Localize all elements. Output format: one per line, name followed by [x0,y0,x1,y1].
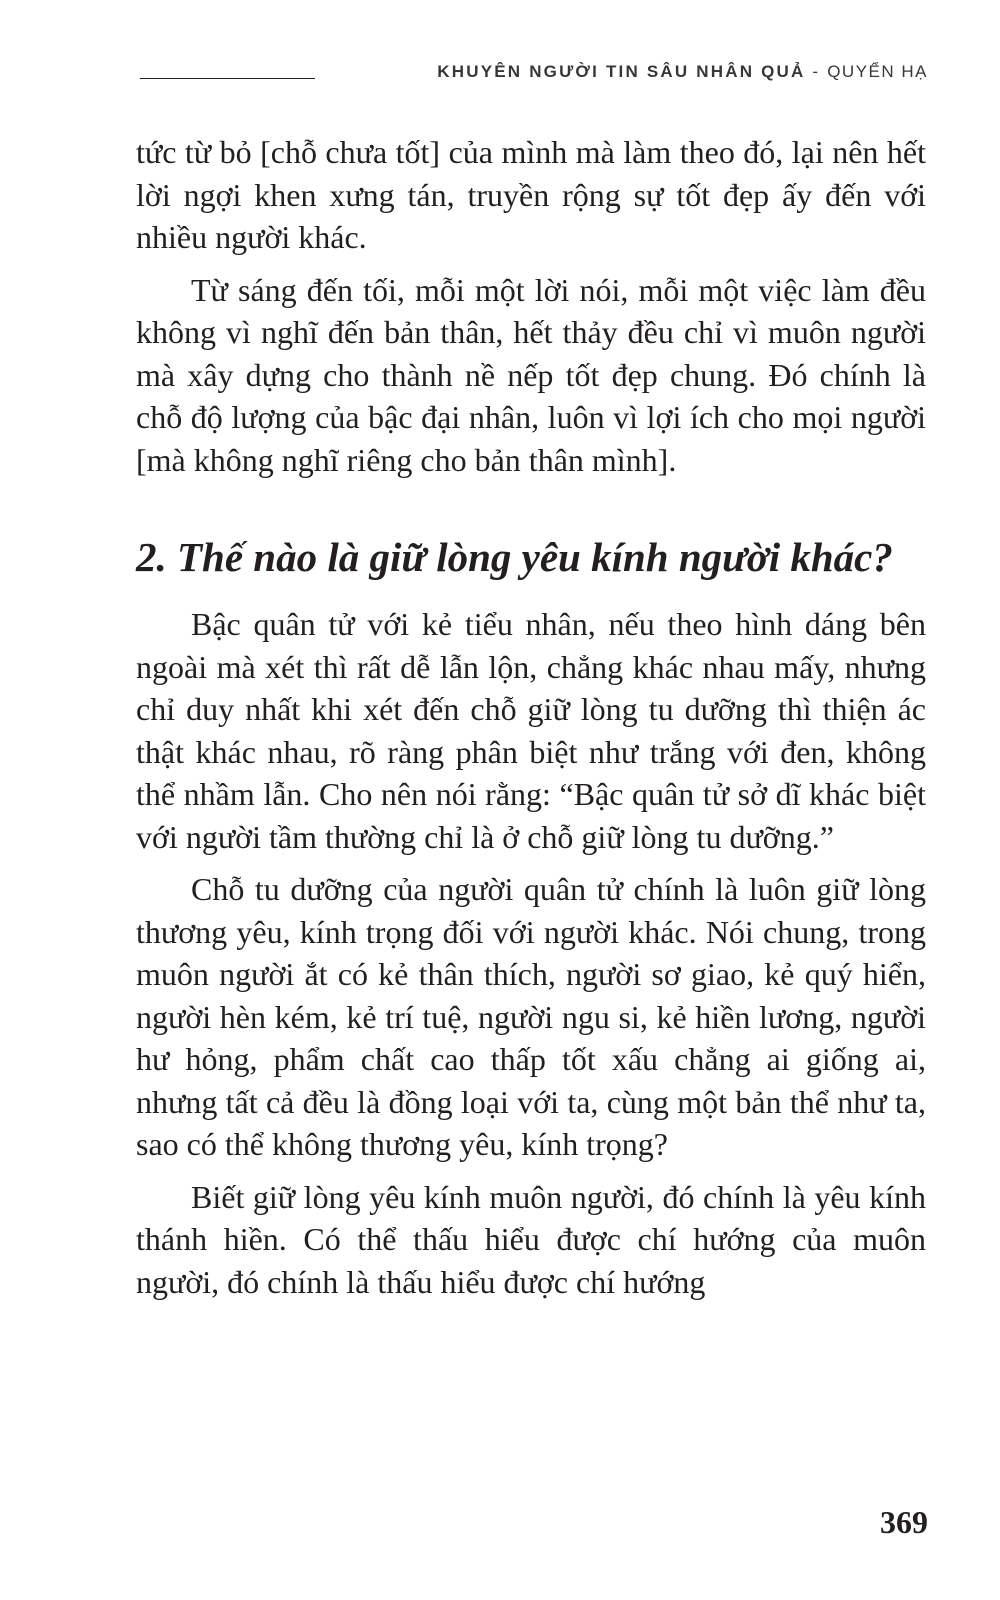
running-header-separator: - [805,62,828,81]
body-paragraph: Biết giữ lòng yêu kính muôn người, đó chính là yêu kính thánh hiền. Có thể thấu hiểu được chí hướng của muôn người, đó chính là thấu hiểu được chí hướng [136,1178,926,1300]
header-rule [140,78,315,79]
section-heading: 2. Thế nào là giữ lòng yêu kính người khác? [136,534,893,580]
continued-paragraph: tức từ bỏ [chỗ chưa tốt] của mình mà làm theo đó, lại nên hết lời ngợi khen xưng tán, truyền rộng sự tốt đẹp ấy đến với nhiều người khác. [136,134,926,255]
body-paragraph: Từ sáng đến tối, mỗi một lời nói, mỗi một việc làm đều không vì nghĩ đến bản thân, hết thảy đều chỉ vì muôn người mà xây dựng cho thành nề nếp tốt đẹp chung. Đó chính là chỗ độ lượng của bậc đại nhân, luôn vì lợi ích cho mọi người [mà không nghĩ riêng cho bản thân mình]. [136,271,926,478]
running-header-book-title: KHUYÊN NGƯỜI TIN SÂU NHÂN QUẢ [437,62,806,81]
body-paragraph: Bậc quân tử với kẻ tiểu nhân, nếu theo hình dáng bên ngoài mà xét thì rất dễ lẫn lộn, chẳng khác nhau mấy, nhưng chỉ duy nhất khi xét đến chỗ giữ lòng tu dưỡng thì thiện ác thật khác nhau, rõ ràng phân biệt như trắng với đen, không thể nhầm lẫn. Cho nên nói rằng: “Bậc quân tử sở dĩ khác biệt với người tầm thường chỉ là ở chỗ giữ lòng tu dưỡng.” [136,606,926,855]
body-paragraph: Chỗ tu dưỡng của người quân tử chính là luôn giữ lòng thương yêu, kính trọng đối với người khác. Nói chung, trong muôn người ắt có kẻ thân thích, người sơ giao, kẻ quý hiển, người hèn kém, kẻ trí tuệ, người ngu si, kẻ hiền lương, người hư hỏng, phẩm chất cao thấp tốt xấu chẳng ai giống ai, nhưng tất cả đều là đồng loại với ta, cùng một bản thể như ta, sao có thể không thương yêu, kính trọng? [136,871,926,1162]
running-header [437,62,928,82]
page-number: 369 [880,1504,928,1540]
running-header-volume: QUYỂN HẠ [827,62,928,81]
page-body [136,131,926,1303]
